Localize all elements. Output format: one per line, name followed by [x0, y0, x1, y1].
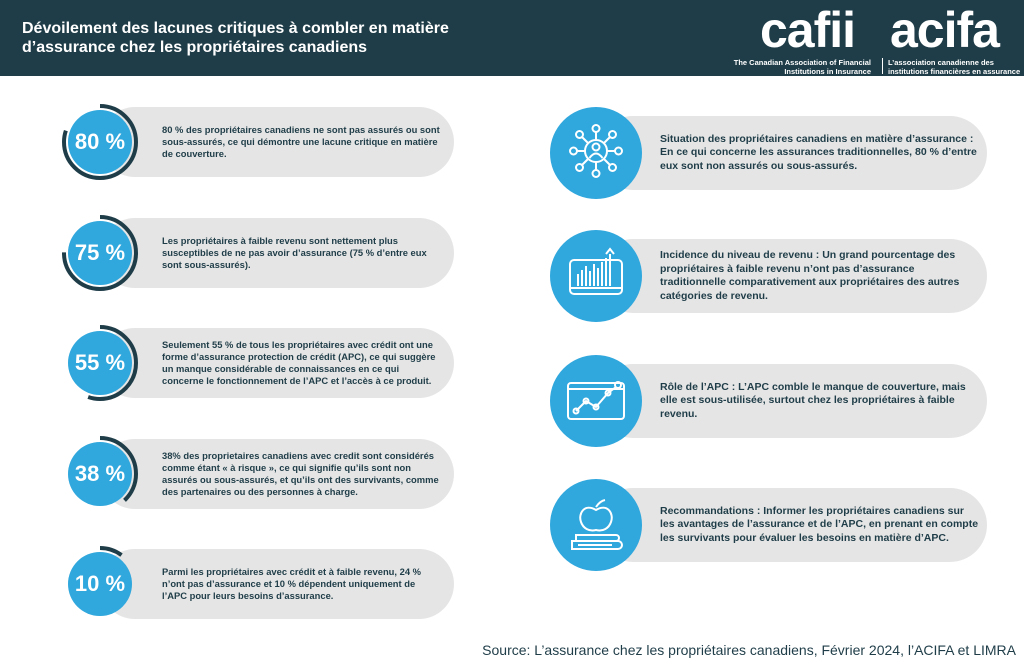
cafii-subtitle: The Canadian Association of Financial Institutions in Insurance: [733, 58, 871, 76]
header-bar: [0, 0, 1024, 76]
stat-value: 55 %: [74, 350, 126, 375]
topic-circle: [550, 230, 642, 322]
stat-description: Parmi les propriétaires avec crédit et à faible revenu, 24 % n’ont pas d’assurance et 10 % dépendent uniquement de l’APC pour leurs besoins d’assurance.: [162, 566, 421, 601]
topic-circle: [550, 479, 642, 571]
stat-item: [62, 436, 454, 512]
apple-books-icon: [550, 479, 642, 571]
stat-item: [62, 546, 454, 622]
topic-description: Rôle de l’APC : L’APC comble le manque de couverture, mais elle est sous-utilisée, surtout chez les propriétaires à faible revenu.: [660, 380, 966, 420]
topic-description: Recommandations : Informer les propriétaires canadiens sur les avantages de l’assurance et de l’APC, en prenant en compte les survivants pour évaluer les besoins en matière d’APC.: [660, 504, 979, 544]
topic-circle: [550, 107, 642, 199]
stat-value: 80 %: [74, 129, 126, 154]
stat-description: Les propriétaires à faible revenu sont nettement plus susceptibles de ne pas avoir d’assurance (75 % d’entre eux sont sous-assurés).: [162, 235, 427, 270]
topic-circle: [550, 355, 642, 447]
line-graph-icon: [550, 355, 642, 447]
stat-description: 38% des proprietaires canadiens avec credit sont considérés comme étant « à risque », ce qui signifie qu’ils sont non assurés ou sous-assurés, et qu’ils ont des survivants, comme des partenaires ou des personnes à charge.: [162, 450, 439, 497]
stat-value: 75 %: [74, 240, 126, 265]
stat-item: [62, 104, 454, 180]
acifa-subtitle: L’association canadienne des institutions financières en assurance: [888, 58, 1021, 76]
stat-value: 38 %: [74, 461, 126, 486]
acifa-logo: acifa: [890, 2, 999, 58]
stat-description: Seulement 55 % de tous les propriétaires avec crédit ont une forme d’assurance protection de crédit (APC), ce qui suggère un manque considérable de connaissances en ce qui concerne le fonctionnement de l’APC et l’accès à ce produit.: [162, 339, 436, 386]
page-title: Dévoilement des lacunes critiques à combler en matière d’assurance chez les propriétaires canadiens: [22, 20, 449, 56]
cafii-logo: cafii: [760, 2, 856, 58]
topic-item: [550, 479, 987, 571]
topic-item: [550, 230, 987, 322]
stat-value: 10 %: [74, 571, 126, 596]
stat-item: [62, 215, 454, 291]
network-person-icon: [550, 107, 642, 199]
topic-description: Incidence du niveau de revenu : Un grand pourcentage des propriétaires à faible revenu n’ont pas d’assurance traditionnelle comparativement aux propriétaires des autres catégories de revenu.: [660, 249, 960, 302]
logo-divider: [882, 58, 883, 74]
topic-item: [550, 107, 987, 199]
bar-chart-icon: [550, 230, 642, 322]
topic-item: [550, 355, 987, 447]
stat-description: 80 % des propriétaires canadiens ne sont pas assurés ou sont sous-assurés, ce qui démontre une lacune critique en matière de couverture.: [162, 124, 440, 159]
topic-description: Situation des propriétaires canadiens en matière d’assurance : En ce qui concerne les assurances traditionnelles, 80 % d’entre eux sont non assurés ou sous-assurés.: [660, 132, 977, 172]
stat-item: [62, 325, 454, 401]
source-citation: Source: L’assurance chez les propriétaires canadiens, Février 2024, l’ACIFA et LIMRA: [482, 642, 1016, 658]
